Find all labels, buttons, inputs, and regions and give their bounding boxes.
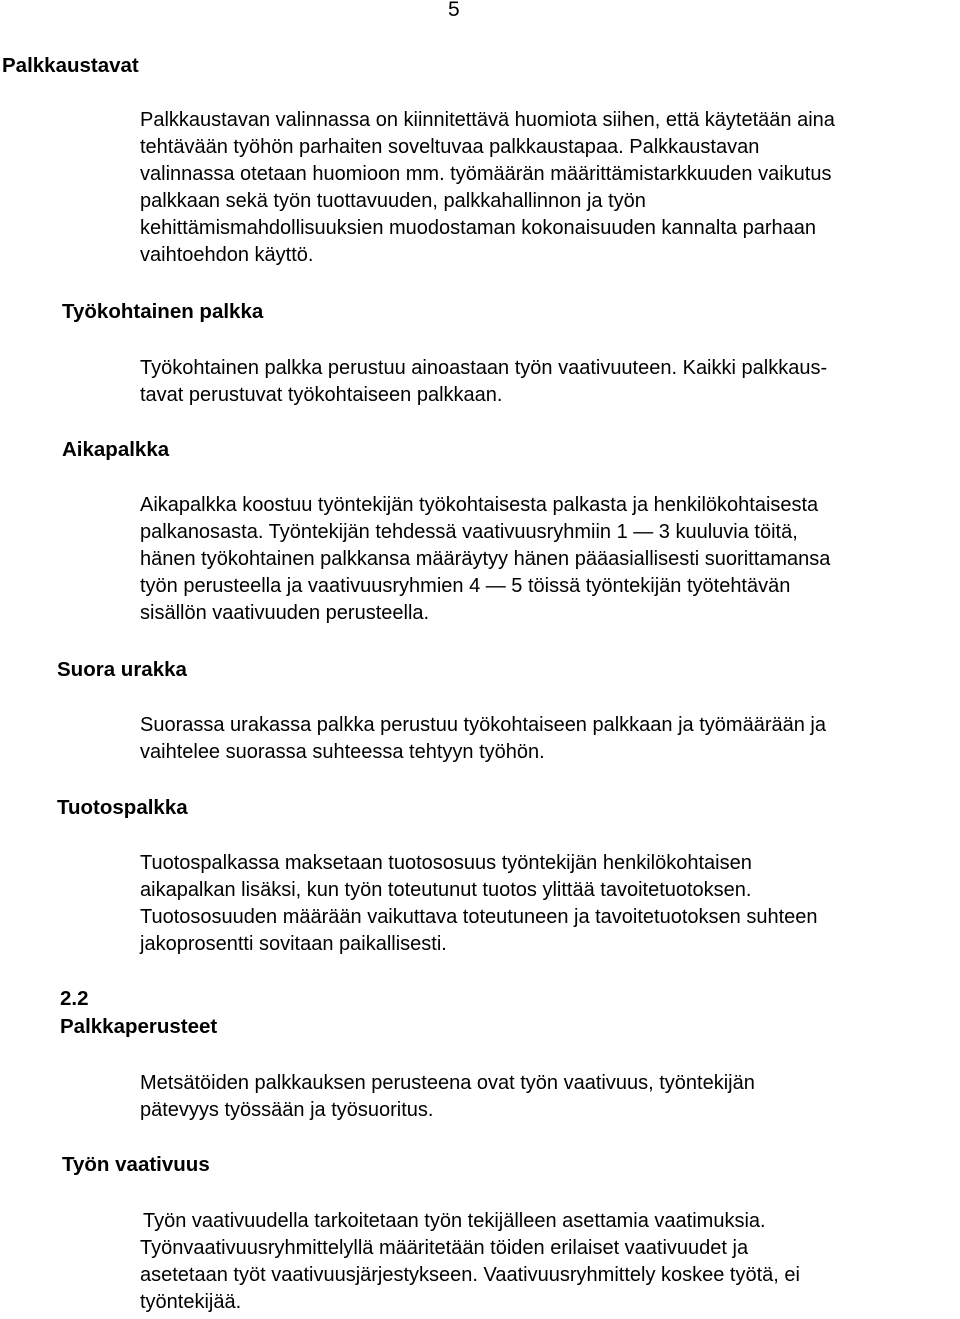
text-line: Metsätöiden palkkauksen perusteena ovat työn vaativuus, työntekijän	[140, 1072, 755, 1094]
text-line: tavat perustuvat työkohtaiseen palkkaan.	[140, 384, 503, 406]
section-heading-aikapalkka: Aikapalkka	[62, 438, 170, 461]
text-line: palkanosasta. Työntekijän tehdessä vaativuusryhmiin 1 — 3 kuuluvia töitä,	[140, 521, 798, 543]
text-line: vaihtoehdon käyttö.	[140, 244, 314, 266]
section-heading-tuotospalkka: Tuotospalkka	[57, 796, 188, 819]
text-line: hänen työkohtainen palkkansa määräytyy hänen pääasiallisesti suorittamansa	[140, 548, 831, 570]
text-line: tehtävään työhön parhaiten soveltuvaa palkkaustapaa. Palkkaustavan	[140, 136, 760, 158]
text-line: kehittämismahdollisuuksien muodostaman kokonaisuuden kannalta parhaan	[140, 217, 816, 239]
section-heading-suora-urakka: Suora urakka	[57, 658, 187, 681]
text-line: Suorassa urakassa palkka perustuu työkohtaiseen palkkaan ja työmäärään ja	[140, 714, 826, 736]
text-line: jakoprosentti sovitaan paikallisesti.	[140, 933, 447, 955]
section-heading-tyokohtainen-palkka: Työkohtainen palkka	[62, 300, 264, 323]
text-line: pätevyys työssään ja työsuoritus.	[140, 1099, 434, 1121]
text-line: Työnvaativuusryhmittelyllä määritetään töiden erilaiset vaativuudet ja	[140, 1237, 749, 1259]
section-text-palkkaperusteet	[140, 1070, 954, 1124]
text-line: työn perusteella ja vaativuusryhmien 4 — 5 töissä työntekijän työtehtävän	[140, 575, 791, 597]
section-text-tuotospalkka	[140, 850, 954, 958]
section-text-suora-urakka	[140, 712, 954, 766]
section-heading-tyon-vaativuus: Työn vaativuus	[62, 1153, 210, 1176]
text-line: Tuotososuuden määrään vaikuttava toteutuneen ja tavoitetuotoksen suhteen	[140, 906, 818, 928]
text-line: vaihtelee suorassa suhteessa tehtyyn työhön.	[140, 741, 545, 763]
text-line: palkkaan sekä työn tuottavuuden, palkkahallinnon ja työn	[140, 190, 646, 212]
section-heading-palkkaperusteet: Palkkaperusteet	[60, 1015, 218, 1038]
section-number: 2.2	[60, 987, 89, 1010]
text-line: valinnassa otetaan huomioon mm. työmäärän määrittämistarkkuuden vaikutus	[140, 163, 832, 185]
section-text-aikapalkka	[140, 492, 954, 627]
text-line: Palkkaustavan valinnassa on kiinnitettävä huomiota siihen, että käytetään aina	[140, 109, 835, 131]
section-text-palkkaustavat	[140, 107, 954, 269]
text-line: työntekijää.	[140, 1291, 242, 1313]
text-line: aikapalkan lisäksi, kun työn toteutunut tuotos ylittää tavoitetuotoksen.	[140, 879, 752, 901]
text-line: Työn vaativuudella tarkoitetaan työn tekijälleen asettamia vaatimuksia.	[143, 1210, 766, 1232]
page-number: 5	[448, 0, 460, 21]
section-text-tyon-vaativuus	[140, 1208, 954, 1316]
text-line: Aikapalkka koostuu työntekijän työkohtaisesta palkasta ja henkilökohtaisesta	[140, 494, 819, 516]
text-line: Tuotospalkassa maksetaan tuotososuus työntekijän henkilökohtaisen	[140, 852, 752, 874]
section-heading-palkkaustavat: Palkkaustavat	[2, 54, 139, 77]
text-line: asetetaan työt vaativuusjärjestykseen. Vaativuusryhmittely koskee työtä, ei	[140, 1264, 800, 1286]
text-line: Työkohtainen palkka perustuu ainoastaan työn vaativuuteen. Kaikki palkkaus-	[140, 357, 828, 379]
section-text-tyokohtainen-palkka	[140, 355, 954, 409]
text-line: sisällön vaativuuden perusteella.	[140, 602, 430, 624]
